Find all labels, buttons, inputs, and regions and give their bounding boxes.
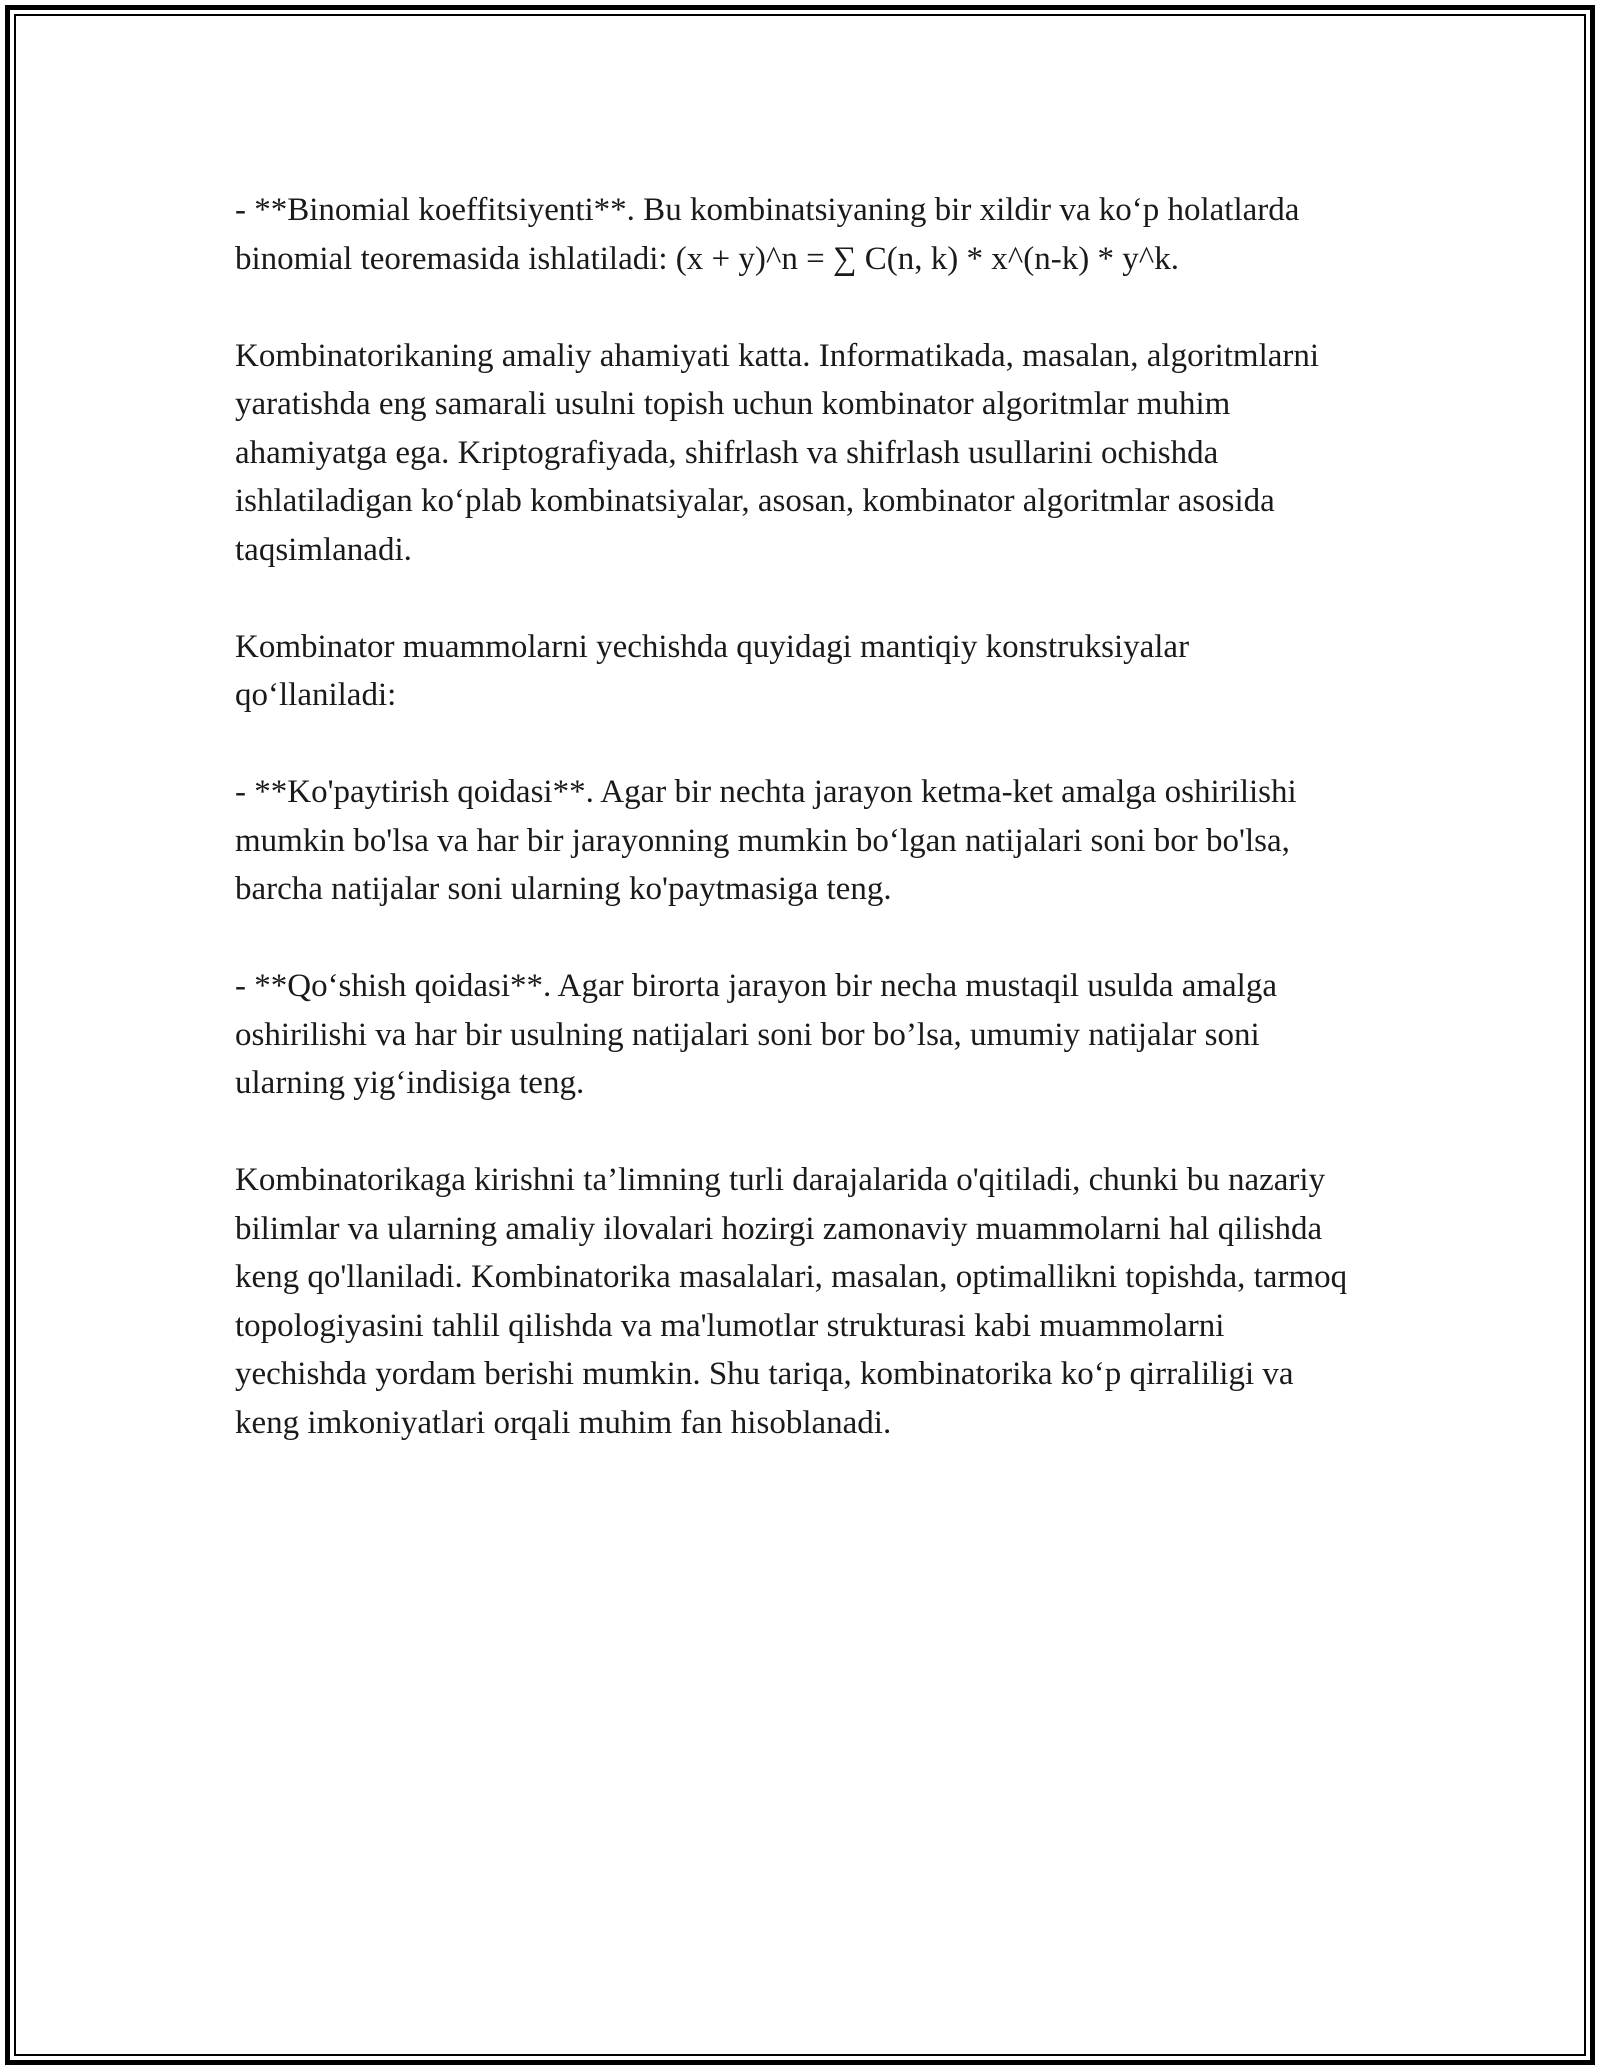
paragraph-addition-rule: - **Qo‘shish qoidasi**. Agar birorta jarayon bir necha mustaqil usulda amalga oshirilishi va har bir usulning natijalari soni bor bo’lsa, umumiy natijalar soni ularning yig‘indisiga teng. [235,968,1277,1101]
paragraph-multiplication-rule: - **Ko'paytirish qoidasi**. Agar bir nechta jarayon ketma-ket amalga oshirilishi mumkin bo'lsa va har bir jarayonning mumkin bo‘lgan natijalari soni bor bo'lsa, barcha natijalar soni ularning ko'paytmasiga teng. [235,774,1297,907]
paragraph-binomial-coefficient: - **Binomial koeffitsiyenti**. Bu kombinatsiyaning bir xildir va ko‘p holatlarda binomial teoremasida ishlatiladi: (x + y)^n = ∑ C(n, k) * x^(n-k) * y^k. [235,192,1300,277]
paragraph-conclusion: Kombinatorikaga kirishni ta’limning turli darajalarida o'qitiladi, chunki bu nazariy bilimlar va ularning amaliy ilovalari hozirgi zamonaviy muammolarni hal qilishda keng qo'llaniladi. Kombinatorika masalalari, masalan, optimallikni topishda, tarmoq topologiyasini tahlil qilishda va ma'lumotlar strukturasi kabi muammolarni yechishda yordam berishi mumkin. Shu tariqa, kombinatorika ko‘p qirraliligi va keng imkoniyatlari orqali muhim fan hisoblanadi. [235,1162,1348,1441]
document-body [235,186,1355,1496]
paragraph-logical-constructions: Kombinator muammolarni yechishda quyidagi mantiqiy konstruksiyalar qo‘llaniladi: [235,628,1190,713]
paragraph-practical-importance: Kombinatorikaning amaliy ahamiyati katta. Informatikada, masalan, algoritmlarni yaratishda eng samarali usulni topish uchun kombinator algoritmlar muhim ahamiyatga ega. Kriptografiyada, shifrlash va shifrlash usullarini ochishda ishlatiladigan ko‘plab kombinatsiyalar, asosan, kombinator algoritmlar asosida taqsimlanadi. [235,337,1320,568]
